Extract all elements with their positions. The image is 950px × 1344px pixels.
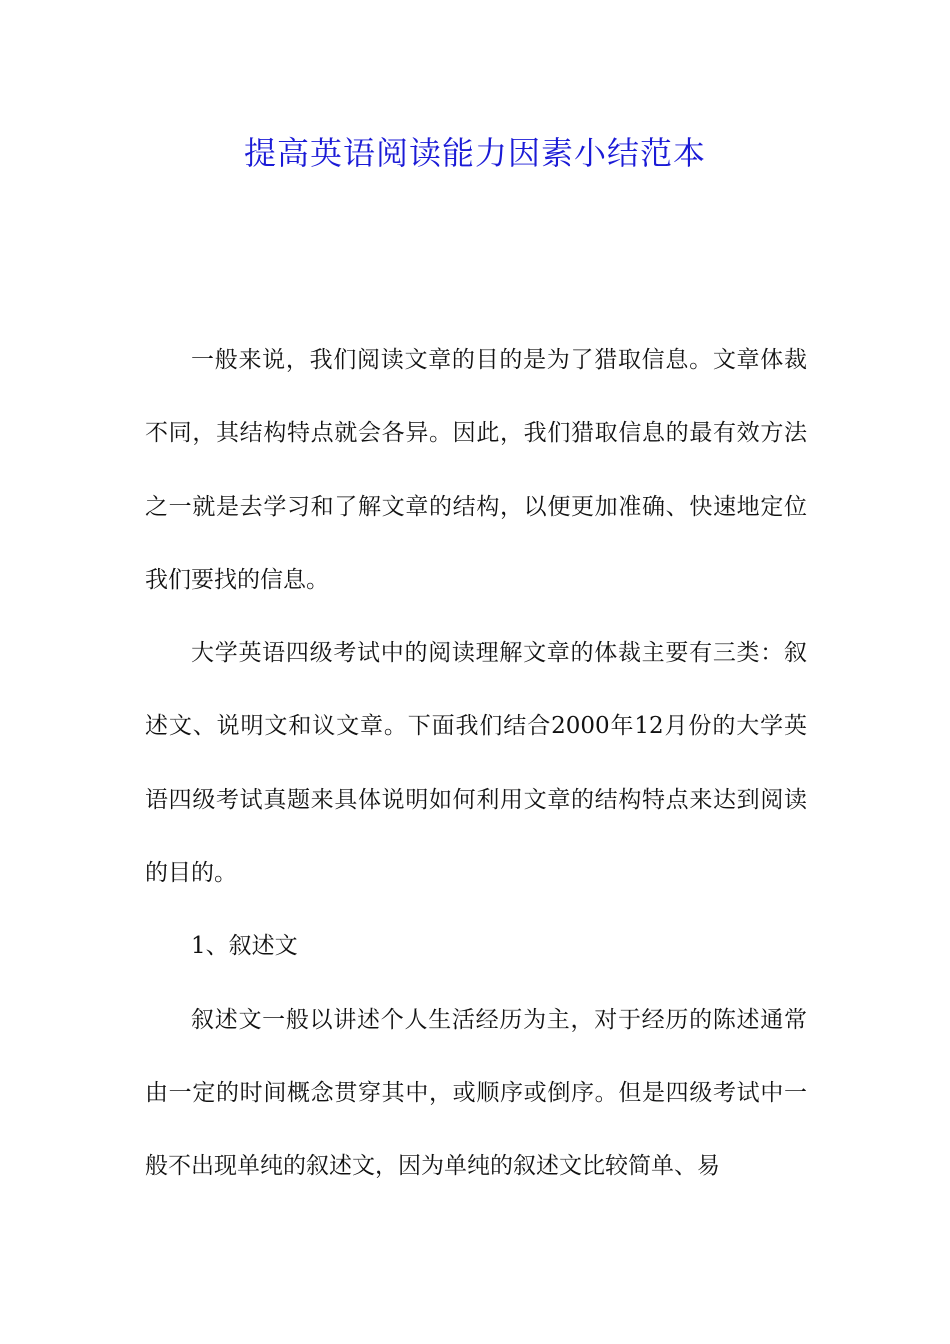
paragraph-narrative: 叙述文一般以讲述个人生活经历为主，对于经历的陈述通常由一定的时间概念贯穿其中，或顺序或倒序。但是四级考试中一般不出现单纯的叙述文，因为单纯的叙述文比较简单、易 bbox=[145, 1006, 807, 1180]
paragraph-genres: 大学英语四级考试中的阅读理解文章的体裁主要有三类：叙述文、说明文和议文章。下面我们结合2000年12月份的大学英语四级考试真题来具体说明如何利用文章的结构特点来达到阅读的目的。 bbox=[145, 640, 807, 887]
document-title: 提高英语阅读能力因素小结范本 bbox=[243, 134, 706, 172]
section-heading-narrative: 1、叙述文 bbox=[191, 933, 298, 960]
paragraph-intro: 一般来说，我们阅读文章的目的是为了猎取信息。文章体裁不同，其结构特点就会各异。因此，我们猎取信息的最有效方法之一就是去学习和了解文章的结构，以便更加准确、快速地定位我们要找的信息。 bbox=[145, 347, 807, 593]
document-body bbox=[145, 324, 807, 1204]
